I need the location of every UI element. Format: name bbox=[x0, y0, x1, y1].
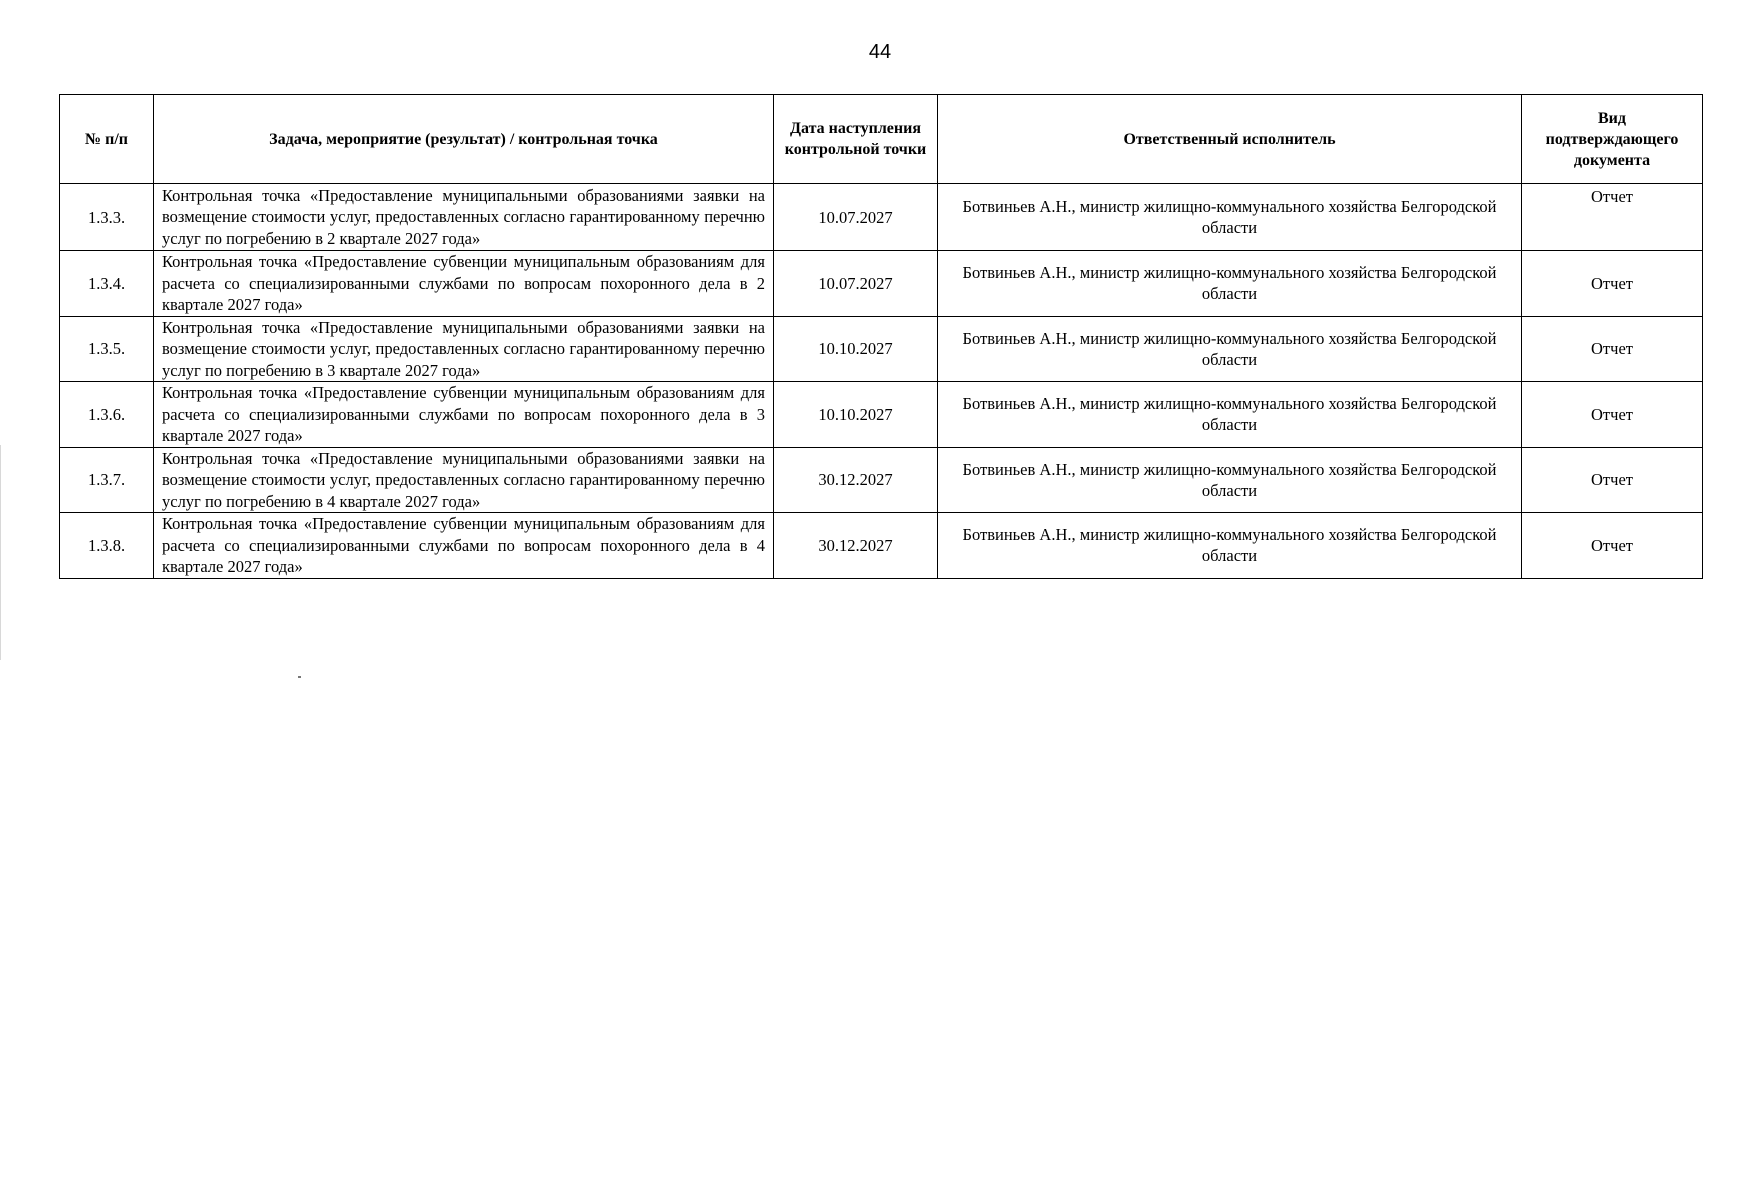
row-num: 1.3.8. bbox=[60, 513, 154, 579]
row-responsible: Ботвиньев А.Н., министр жилищно-коммунального хозяйства Белгородской области bbox=[938, 184, 1522, 251]
table-header-row bbox=[60, 95, 1703, 184]
table-row bbox=[60, 251, 1703, 317]
row-doc: Отчет bbox=[1522, 447, 1703, 513]
control-points-table bbox=[59, 94, 1703, 579]
row-doc: Отчет bbox=[1522, 184, 1703, 251]
row-date: 10.10.2027 bbox=[774, 382, 938, 448]
row-task: Контрольная точка «Предоставление муниципальными образованиями заявки на возмещение стоимости услуг, предоставленных согласно гарантированному перечню услуг по погребению в 2 квартале 2027 года» bbox=[154, 184, 774, 251]
row-responsible: Ботвиньев А.Н., министр жилищно-коммунального хозяйства Белгородской области bbox=[938, 447, 1522, 513]
row-date: 30.12.2027 bbox=[774, 513, 938, 579]
table-row bbox=[60, 447, 1703, 513]
row-doc: Отчет bbox=[1522, 513, 1703, 579]
row-doc: Отчет bbox=[1522, 382, 1703, 448]
scan-dot-mark bbox=[298, 676, 301, 678]
row-task: Контрольная точка «Предоставление муниципальными образованиями заявки на возмещение стоимости услуг, предоставленных согласно гарантированному перечню услуг по погребению в 4 квартале 2027 года» bbox=[154, 447, 774, 513]
row-num: 1.3.5. bbox=[60, 316, 154, 382]
row-num: 1.3.4. bbox=[60, 251, 154, 317]
row-responsible: Ботвиньев А.Н., министр жилищно-коммунального хозяйства Белгородской области bbox=[938, 513, 1522, 579]
row-doc: Отчет bbox=[1522, 251, 1703, 317]
header-doc: Вид подтверждающего документа bbox=[1522, 95, 1703, 184]
row-task: Контрольная точка «Предоставление субвенции муниципальным образованиям для расчета со специализированными службами по вопросам похоронного дела в 2 квартале 2027 года» bbox=[154, 251, 774, 317]
row-num: 1.3.7. bbox=[60, 447, 154, 513]
header-num: № п/п bbox=[60, 95, 154, 184]
header-responsible: Ответственный исполнитель bbox=[938, 95, 1522, 184]
table-row bbox=[60, 184, 1703, 251]
row-date: 10.07.2027 bbox=[774, 184, 938, 251]
table-row bbox=[60, 316, 1703, 382]
row-responsible: Ботвиньев А.Н., министр жилищно-коммунального хозяйства Белгородской области bbox=[938, 251, 1522, 317]
header-date: Дата наступления контрольной точки bbox=[774, 95, 938, 184]
row-date: 10.10.2027 bbox=[774, 316, 938, 382]
row-date: 30.12.2027 bbox=[774, 447, 938, 513]
row-doc: Отчет bbox=[1522, 316, 1703, 382]
row-task: Контрольная точка «Предоставление муниципальными образованиями заявки на возмещение стоимости услуг, предоставленных согласно гарантированному перечню услуг по погребению в 3 квартале 2027 года» bbox=[154, 316, 774, 382]
scan-edge-mark bbox=[0, 445, 1, 660]
header-task: Задача, мероприятие (результат) / контрольная точка bbox=[154, 95, 774, 184]
row-task: Контрольная точка «Предоставление субвенции муниципальным образованиям для расчета со специализированными службами по вопросам похоронного дела в 4 квартале 2027 года» bbox=[154, 513, 774, 579]
table-row bbox=[60, 382, 1703, 448]
row-date: 10.07.2027 bbox=[774, 251, 938, 317]
table-row bbox=[60, 513, 1703, 579]
row-task: Контрольная точка «Предоставление субвенции муниципальным образованиям для расчета со специализированными службами по вопросам похоронного дела в 3 квартале 2027 года» bbox=[154, 382, 774, 448]
row-num: 1.3.3. bbox=[60, 184, 154, 251]
page-number: 44 bbox=[868, 41, 892, 63]
row-responsible: Ботвиньев А.Н., министр жилищно-коммунального хозяйства Белгородской области bbox=[938, 382, 1522, 448]
row-responsible: Ботвиньев А.Н., министр жилищно-коммунального хозяйства Белгородской области bbox=[938, 316, 1522, 382]
row-num: 1.3.6. bbox=[60, 382, 154, 448]
